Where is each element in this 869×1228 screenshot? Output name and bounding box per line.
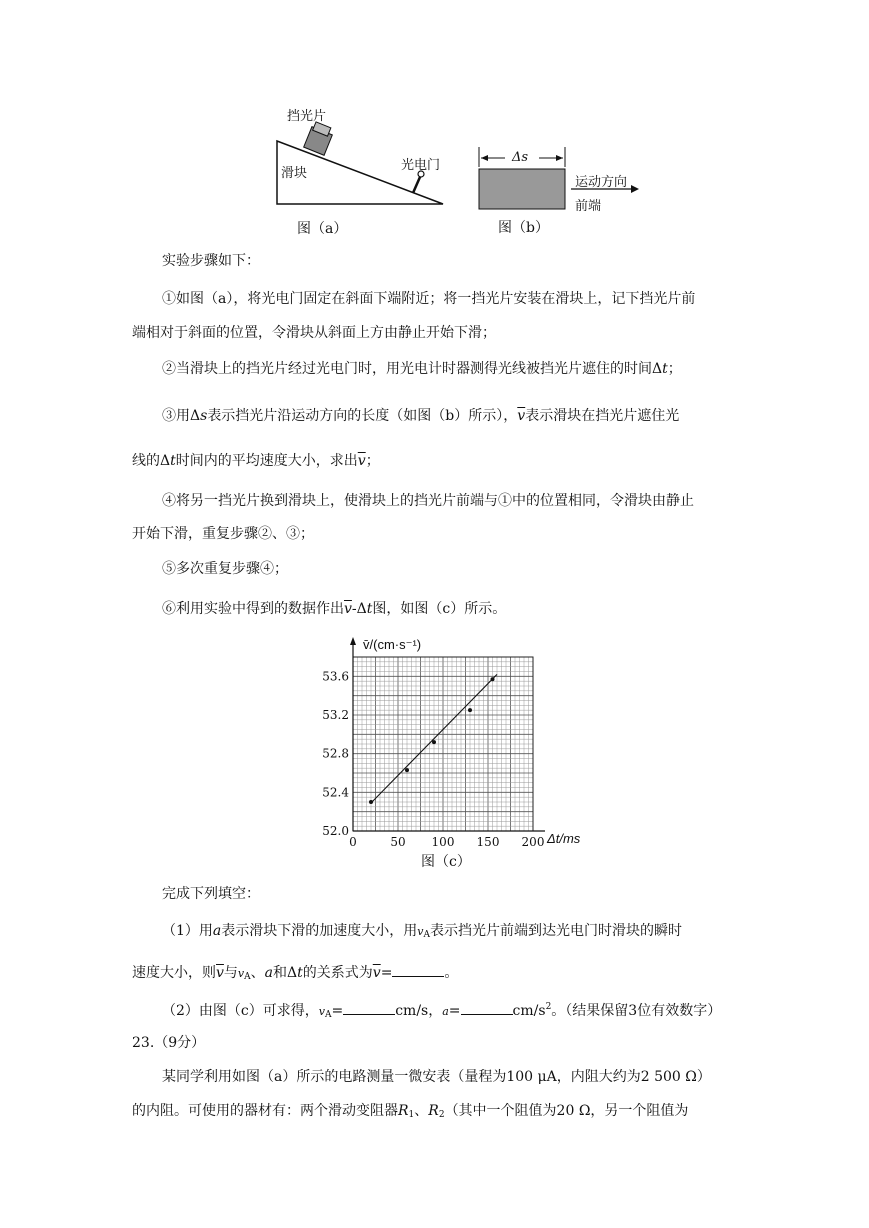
x-tick-label: 150 [476,835,500,849]
data-point [369,800,373,804]
y-tick-label: 52.4 [322,785,349,800]
label-ds: Δs [512,150,529,165]
label-gate: 光电门 [401,158,441,173]
step-5: ⑤多次重复步骤④； [162,561,288,577]
caption-c: 图（c） [421,854,471,870]
velocity-time-chart [315,635,585,870]
question-2: （2）由图（c）可求得，$v_A= cm/s$，$a= cm/s^2$。（结果保留3位有效数字） [162,1002,722,1020]
questions-heading: 完成下列填空： [162,886,260,902]
figure-c [315,635,585,870]
caption-a: 图（a） [297,221,348,237]
x-tick-label: 200 [521,835,545,849]
label-front: 前端 [575,199,602,214]
x-tick-label: 0 [349,835,357,849]
chart-ylabel: v̄/(cm·s⁻¹) [363,637,422,652]
data-point [468,708,472,712]
data-point [491,677,495,681]
label-direction: 运动方向 [575,175,628,190]
chart-xlabel: Δt/ms [547,831,581,846]
data-point [405,768,409,772]
answer-blank-a[interactable] [461,1014,513,1015]
step-1-line-1: ①如图（a），将光电门固定在斜面下端附近；将一挡光片安装在滑块上，记下挡光片前 [162,291,696,307]
chart-grid [353,657,533,831]
shade-plate-rect [479,169,565,209]
figure-a [265,100,455,240]
y-tick-label: 52.0 [322,824,349,838]
x-tick-label: 50 [390,835,406,849]
data-point [432,740,436,744]
chart-tick-labels [322,669,544,849]
y-tick-label: 53.6 [322,669,349,684]
question-1-line-2: 速度大小，则$\overline{v}$与$v_A$、a和Δt的关系式为$\overline{v}=$ 。 [132,965,459,982]
problem-23-line-1: 某同学利用如图（a）所示的电路测量一微安表（量程为100 μA，内阻大约为2 500 Ω） [162,1069,711,1085]
answer-blank-va[interactable] [343,1014,395,1015]
photogate-post [413,177,420,193]
label-shade: 挡光片 [287,109,327,124]
y-tick-label: 52.8 [322,746,349,761]
step-2: ②当滑块上的挡光片经过光电门时，用光电计时器测得光线被挡光片遮住的时间Δt； [162,361,682,377]
step-6: ⑥利用实验中得到的数据作出$\overline{v}-\Delta t$图，如图（c）所示。 [162,601,507,617]
figure-b [475,145,675,240]
step-4-line-2: 开始下滑，重复步骤②、③； [132,526,314,542]
y-tick-label: 53.2 [322,708,349,722]
problem-23-line-2: 的内阻。可使用的器材有：两个滑动变阻器$R_1$、$R_2$（其中一个阻值为20 Ω，另一个阻值为 [132,1103,689,1120]
answer-blank-1[interactable] [392,976,444,977]
step-1-line-2: 端相对于斜面的位置，令滑块从斜面上方由静止开始下滑； [132,325,496,341]
caption-b: 图（b） [498,220,549,236]
question-1-line-1: （1）用a表示滑块下滑的加速度大小，用$v_A$表示挡光片前端到达光电门时滑块的瞬时 [162,923,682,940]
label-block: 滑块 [281,166,308,181]
step-4-line-1: ④将另一挡光片换到滑块上，使滑块上的挡光片前端与①中的位置相同，令滑块由静止 [162,493,694,509]
steps-heading: 实验步骤如下： [162,253,260,269]
problem-23-number: 23.（9分） [132,1035,206,1051]
step-3-line-1: ③用Δs表示挡光片沿运动方向的长度（如图（b）所示），$\overline{v}$表示滑块在挡光片遮住光 [162,408,680,424]
y-axis-arrow [350,637,356,645]
step-3-line-2: 线的Δt时间内的平均速度大小，求出$\overline{v}$； [132,453,380,469]
x-tick-label: 100 [431,835,455,849]
